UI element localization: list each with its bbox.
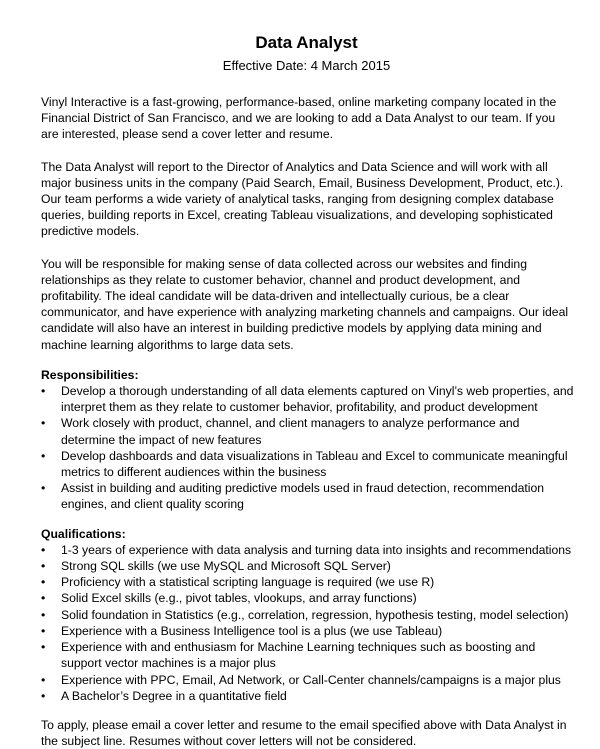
bullet-icon: • [41, 688, 46, 703]
list-item-text: Solid foundation in Statistics (e.g., correlation, regression, hypothesis testing, model selection) [61, 607, 569, 622]
list-item-text: Experience with PPC, Email, Ad Network, or Call-Center channels/campaigns is a major plus [61, 672, 561, 687]
bullet-icon: • [41, 416, 46, 431]
list-item [41, 672, 574, 688]
list-item [41, 448, 574, 480]
intro-paragraph: Vinyl Interactive is a fast-growing, performance-based, online marketing company located in the Financial District of San Francisco, and we are looking to add a Data Analyst to our team. If you are interested, please send a cover letter and resume. [41, 95, 557, 142]
bullet-icon: • [41, 559, 46, 574]
bullet-icon: • [41, 481, 46, 496]
closing-paragraph: To apply, please email a cover letter and resume to the email specified above with Data Analyst in the subject line. Resumes without cover letters will not be considered. [41, 717, 567, 749]
list-item [41, 574, 574, 590]
document-title: Data Analyst [255, 33, 358, 52]
list-item-text: Assist in building and auditing predictive models used in fraud detection, recommendation engines, and client quality scoring [61, 481, 545, 512]
bullet-icon: • [41, 575, 46, 590]
bullet-icon: • [41, 448, 46, 463]
list-item [41, 542, 574, 558]
bullet-icon: • [41, 384, 46, 399]
responsibilities-list [41, 383, 574, 513]
list-item [41, 590, 574, 606]
bullet-icon: • [41, 623, 46, 638]
responsibilities-heading: Responsibilities: [41, 367, 139, 382]
list-item [41, 558, 574, 574]
list-item-text: Develop a thorough understanding of all data elements captured on Vinyl’s web properties, and interpret them as they relate to customer behavior, profitability, and product development [61, 384, 574, 415]
qualifications-list [41, 542, 574, 704]
list-item-text: Strong SQL skills (we use MySQL and Microsoft SQL Server) [61, 559, 391, 574]
effective-date: Effective Date: 4 March 2015 [222, 58, 391, 73]
list-item-text: Experience with a Business Intelligence tool is a plus (we use Tableau) [61, 623, 443, 638]
list-item [41, 383, 574, 415]
responsibility-paragraph: You will be responsible for making sense of data collected across our websites and finding relationships as they relate to customer behavior, channel and product development, and profitability. The ideal candidate will be data-driven and intellectually curious, be a clear communicator, and have experience with analyzing marketing channels and campaigns. Our ideal candidate will also have an interest in building predictive models by applying data mining and machine learning algorithms to large data sets. [41, 256, 569, 352]
qualifications-heading: Qualifications: [41, 526, 126, 541]
bullet-icon: • [41, 672, 46, 687]
list-item [41, 607, 574, 623]
list-item-text: Solid Excel skills (e.g., pivot tables, vlookups, and array functions) [61, 591, 417, 606]
list-item [41, 415, 574, 447]
list-item-text: Work closely with product, channel, and client managers to analyze performance and determine the impact of new features [61, 416, 520, 447]
bullet-icon: • [41, 607, 46, 622]
list-item [41, 688, 574, 704]
bullet-icon: • [41, 591, 46, 606]
bullet-icon: • [41, 542, 46, 557]
list-item-text: A Bachelor’s Degree in a quantitative field [61, 688, 287, 703]
list-item-text: Experience with and enthusiasm for Machine Learning techniques such as boosting and support vector machines is a major plus [61, 640, 536, 671]
list-item-text: Develop dashboards and data visualizations in Tableau and Excel to communicate meaningful metrics to different audiences within the business [61, 448, 568, 480]
list-item-text: 1-3 years of experience with data analysis and turning data into insights and recommendations [61, 542, 572, 557]
list-item [41, 480, 574, 512]
list-item-text: Proficiency with a statistical scripting language is required (we use R) [61, 575, 435, 590]
bullet-icon: • [41, 640, 46, 655]
list-item [41, 623, 574, 639]
reporting-paragraph: The Data Analyst will report to the Director of Analytics and Data Science and will work with all major business units in the company (Paid Search, Email, Business Development, Product, etc.). Our team performs a wide variety of analytical tasks, ranging from designing complex database queries, building reports in Excel, creating Tableau visualizations, and developing sophisticated predictive models. [41, 159, 564, 239]
list-item [41, 639, 574, 671]
